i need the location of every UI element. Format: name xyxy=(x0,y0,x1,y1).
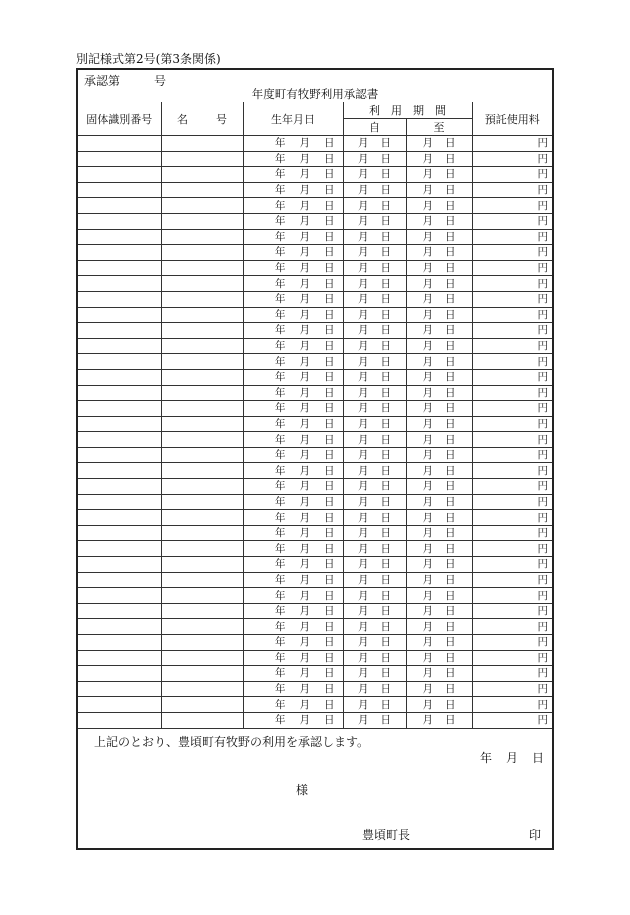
id-number-cell[interactable] xyxy=(78,650,161,666)
table-row xyxy=(78,619,552,635)
period-from-cell[interactable]: 月 日 xyxy=(343,198,406,214)
id-number-cell[interactable] xyxy=(78,276,161,292)
period-to-cell[interactable]: 月 日 xyxy=(406,260,472,276)
period-to-cell[interactable]: 月 日 xyxy=(406,307,472,323)
table-row xyxy=(78,494,552,510)
period-to-cell[interactable]: 月 日 xyxy=(406,338,472,354)
table-row xyxy=(78,338,552,354)
table-row xyxy=(78,510,552,526)
birth-date-cell[interactable]: 年 月 日 xyxy=(243,182,343,198)
id-number-cell[interactable] xyxy=(78,510,161,526)
fee-cell[interactable]: 円 xyxy=(472,666,552,682)
fee-cell[interactable]: 円 xyxy=(472,385,552,401)
fee-cell[interactable]: 円 xyxy=(472,463,552,479)
period-from-cell[interactable]: 月 日 xyxy=(343,182,406,198)
birth-date-cell[interactable]: 年 月 日 xyxy=(243,291,343,307)
table-row xyxy=(78,385,552,401)
name-cell[interactable] xyxy=(161,712,243,728)
table-row xyxy=(78,291,552,307)
table-row xyxy=(78,712,552,728)
birth-date-cell[interactable]: 年 月 日 xyxy=(243,541,343,557)
period-to-cell[interactable]: 月 日 xyxy=(406,136,472,152)
id-number-cell[interactable] xyxy=(78,136,161,152)
birth-date-cell[interactable]: 年 月 日 xyxy=(243,260,343,276)
table-row xyxy=(78,198,552,214)
birth-date-cell[interactable]: 年 月 日 xyxy=(243,385,343,401)
table-row xyxy=(78,447,552,463)
birth-date-cell[interactable]: 年 月 日 xyxy=(243,369,343,385)
fee-cell[interactable]: 円 xyxy=(472,510,552,526)
period-to-cell[interactable]: 月 日 xyxy=(406,557,472,573)
birth-date-cell[interactable]: 年 月 日 xyxy=(243,635,343,651)
fee-cell[interactable]: 円 xyxy=(472,681,552,697)
fee-cell[interactable]: 円 xyxy=(472,182,552,198)
fee-cell[interactable]: 円 xyxy=(472,307,552,323)
period-to-cell[interactable]: 月 日 xyxy=(406,603,472,619)
period-to-cell[interactable]: 月 日 xyxy=(406,167,472,183)
approval-statement: 上記のとおり、豊頃町有牧野の利用を承認します。 xyxy=(94,735,370,749)
period-to-cell[interactable]: 月 日 xyxy=(406,541,472,557)
approval-form xyxy=(76,68,554,850)
id-number-cell[interactable] xyxy=(78,198,161,214)
period-from-cell[interactable]: 月 日 xyxy=(343,697,406,713)
name-cell[interactable] xyxy=(161,541,243,557)
period-to-cell[interactable]: 月 日 xyxy=(406,416,472,432)
name-cell[interactable] xyxy=(161,182,243,198)
name-cell[interactable] xyxy=(161,666,243,682)
name-cell[interactable] xyxy=(161,588,243,604)
name-cell[interactable] xyxy=(161,291,243,307)
period-to-cell[interactable]: 月 日 xyxy=(406,323,472,339)
name-cell[interactable] xyxy=(161,260,243,276)
name-cell[interactable] xyxy=(161,635,243,651)
birth-date-cell[interactable]: 年 月 日 xyxy=(243,447,343,463)
name-cell[interactable] xyxy=(161,525,243,541)
period-from-cell[interactable]: 月 日 xyxy=(343,323,406,339)
period-from-cell[interactable]: 月 日 xyxy=(343,447,406,463)
period-from-cell[interactable]: 月 日 xyxy=(343,510,406,526)
fee-cell[interactable]: 円 xyxy=(472,136,552,152)
name-cell[interactable] xyxy=(161,385,243,401)
fee-cell[interactable]: 円 xyxy=(472,588,552,604)
birth-date-cell[interactable]: 年 月 日 xyxy=(243,276,343,292)
table-row xyxy=(78,276,552,292)
id-number-cell[interactable] xyxy=(78,681,161,697)
id-number-cell[interactable] xyxy=(78,525,161,541)
period-to-cell[interactable]: 月 日 xyxy=(406,182,472,198)
period-to-cell[interactable]: 月 日 xyxy=(406,369,472,385)
period-from-cell[interactable]: 月 日 xyxy=(343,416,406,432)
name-cell[interactable] xyxy=(161,401,243,417)
id-number-cell[interactable] xyxy=(78,619,161,635)
period-from-cell[interactable]: 月 日 xyxy=(343,557,406,573)
header-name-a: 名 xyxy=(177,112,188,126)
period-from-cell[interactable]: 月 日 xyxy=(343,136,406,152)
approval-number xyxy=(84,74,166,88)
fee-cell[interactable]: 円 xyxy=(472,525,552,541)
id-number-cell[interactable] xyxy=(78,541,161,557)
table-row xyxy=(78,479,552,495)
period-to-cell[interactable]: 月 日 xyxy=(406,463,472,479)
period-from-cell[interactable]: 月 日 xyxy=(343,619,406,635)
table-row xyxy=(78,541,552,557)
signer: 豊頃町長 xyxy=(362,828,411,842)
seal-mark: 印 xyxy=(529,828,542,842)
fee-cell[interactable]: 円 xyxy=(472,245,552,261)
table-row xyxy=(78,666,552,682)
id-number-cell[interactable] xyxy=(78,697,161,713)
period-from-cell[interactable]: 月 日 xyxy=(343,338,406,354)
table-row xyxy=(78,635,552,651)
period-to-cell[interactable]: 月 日 xyxy=(406,666,472,682)
name-cell[interactable] xyxy=(161,510,243,526)
name-cell[interactable] xyxy=(161,572,243,588)
period-from-cell[interactable]: 月 日 xyxy=(343,494,406,510)
approval-prefix: 承認第 xyxy=(84,74,121,88)
id-number-cell[interactable] xyxy=(78,151,161,167)
birth-date-cell[interactable]: 年 月 日 xyxy=(243,666,343,682)
birth-date-cell[interactable]: 年 月 日 xyxy=(243,307,343,323)
fee-cell[interactable]: 円 xyxy=(472,541,552,557)
period-from-cell[interactable]: 月 日 xyxy=(343,603,406,619)
name-cell[interactable] xyxy=(161,354,243,370)
birth-date-cell[interactable]: 年 月 日 xyxy=(243,712,343,728)
period-to-cell[interactable]: 月 日 xyxy=(406,681,472,697)
id-number-cell[interactable] xyxy=(78,260,161,276)
id-number-cell[interactable] xyxy=(78,494,161,510)
id-number-cell[interactable] xyxy=(78,229,161,245)
name-cell[interactable] xyxy=(161,307,243,323)
fee-cell[interactable]: 円 xyxy=(472,635,552,651)
id-number-cell[interactable] xyxy=(78,479,161,495)
name-cell[interactable] xyxy=(161,136,243,152)
birth-date-cell[interactable]: 年 月 日 xyxy=(243,619,343,635)
fee-cell[interactable]: 円 xyxy=(472,697,552,713)
name-cell[interactable] xyxy=(161,681,243,697)
fee-cell[interactable]: 円 xyxy=(472,276,552,292)
table-row xyxy=(78,557,552,573)
table-row xyxy=(78,245,552,261)
fee-cell[interactable]: 円 xyxy=(472,447,552,463)
id-number-cell[interactable] xyxy=(78,369,161,385)
date-month: 月 xyxy=(505,751,518,765)
name-cell[interactable] xyxy=(161,432,243,448)
period-from-cell[interactable]: 月 日 xyxy=(343,229,406,245)
id-number-cell[interactable] xyxy=(78,463,161,479)
period-from-cell[interactable]: 月 日 xyxy=(343,479,406,495)
header-from: 自 xyxy=(343,119,406,136)
name-cell[interactable] xyxy=(161,338,243,354)
table-row xyxy=(78,151,552,167)
fee-cell[interactable]: 円 xyxy=(472,479,552,495)
fee-cell[interactable]: 円 xyxy=(472,260,552,276)
table-row xyxy=(78,416,552,432)
id-number-cell[interactable] xyxy=(78,245,161,261)
header-birth-date: 生年月日 xyxy=(243,102,343,136)
period-from-cell[interactable]: 月 日 xyxy=(343,463,406,479)
fee-cell[interactable]: 円 xyxy=(472,369,552,385)
period-to-cell[interactable]: 月 日 xyxy=(406,494,472,510)
period-to-cell[interactable]: 月 日 xyxy=(406,213,472,229)
table-row xyxy=(78,588,552,604)
period-to-cell[interactable]: 月 日 xyxy=(406,354,472,370)
fee-cell[interactable]: 円 xyxy=(472,494,552,510)
name-cell[interactable] xyxy=(161,557,243,573)
fee-cell[interactable]: 円 xyxy=(472,354,552,370)
name-cell[interactable] xyxy=(161,447,243,463)
birth-date-cell[interactable]: 年 月 日 xyxy=(243,245,343,261)
name-cell[interactable] xyxy=(161,650,243,666)
name-cell[interactable] xyxy=(161,151,243,167)
fee-cell[interactable]: 円 xyxy=(472,603,552,619)
period-to-cell[interactable]: 月 日 xyxy=(406,712,472,728)
id-number-cell[interactable] xyxy=(78,182,161,198)
period-from-cell[interactable]: 月 日 xyxy=(343,681,406,697)
name-cell[interactable] xyxy=(161,276,243,292)
name-cell[interactable] xyxy=(161,463,243,479)
birth-date-cell[interactable]: 年 月 日 xyxy=(243,354,343,370)
fee-cell[interactable]: 円 xyxy=(472,416,552,432)
period-from-cell[interactable]: 月 日 xyxy=(343,307,406,323)
fee-cell[interactable]: 円 xyxy=(472,198,552,214)
fee-cell[interactable]: 円 xyxy=(472,167,552,183)
name-cell[interactable] xyxy=(161,198,243,214)
header-usage-period: 利 用 期 間 xyxy=(343,102,472,119)
period-to-cell[interactable]: 月 日 xyxy=(406,291,472,307)
period-from-cell[interactable]: 月 日 xyxy=(343,151,406,167)
approval-date xyxy=(480,751,544,765)
table-row xyxy=(78,603,552,619)
period-from-cell[interactable]: 月 日 xyxy=(343,260,406,276)
birth-date-cell[interactable]: 年 月 日 xyxy=(243,697,343,713)
table-row xyxy=(78,323,552,339)
birth-date-cell[interactable]: 年 月 日 xyxy=(243,229,343,245)
table-row xyxy=(78,697,552,713)
period-to-cell[interactable]: 月 日 xyxy=(406,650,472,666)
approval-suffix: 号 xyxy=(154,74,167,88)
fee-cell[interactable]: 円 xyxy=(472,213,552,229)
period-from-cell[interactable]: 月 日 xyxy=(343,635,406,651)
fee-cell[interactable]: 円 xyxy=(472,323,552,339)
period-to-cell[interactable]: 月 日 xyxy=(406,276,472,292)
birth-date-cell[interactable]: 年 月 日 xyxy=(243,213,343,229)
id-number-cell[interactable] xyxy=(78,416,161,432)
fee-cell[interactable]: 円 xyxy=(472,229,552,245)
fee-cell[interactable]: 円 xyxy=(472,291,552,307)
fee-cell[interactable]: 円 xyxy=(472,650,552,666)
birth-date-cell[interactable]: 年 月 日 xyxy=(243,338,343,354)
fee-cell[interactable]: 円 xyxy=(472,572,552,588)
id-number-cell[interactable] xyxy=(78,603,161,619)
id-number-cell[interactable] xyxy=(78,401,161,417)
name-cell[interactable] xyxy=(161,213,243,229)
header-name-b: 号 xyxy=(216,112,227,126)
table-row xyxy=(78,182,552,198)
table-row xyxy=(78,354,552,370)
period-from-cell[interactable]: 月 日 xyxy=(343,276,406,292)
id-number-cell[interactable] xyxy=(78,307,161,323)
birth-date-cell[interactable]: 年 月 日 xyxy=(243,681,343,697)
table-row xyxy=(78,681,552,697)
birth-date-cell[interactable]: 年 月 日 xyxy=(243,572,343,588)
id-number-cell[interactable] xyxy=(78,213,161,229)
period-to-cell[interactable]: 月 日 xyxy=(406,245,472,261)
period-from-cell[interactable]: 月 日 xyxy=(343,291,406,307)
period-from-cell[interactable]: 月 日 xyxy=(343,588,406,604)
table-row xyxy=(78,525,552,541)
period-to-cell[interactable]: 月 日 xyxy=(406,401,472,417)
id-number-cell[interactable] xyxy=(78,338,161,354)
period-to-cell[interactable]: 月 日 xyxy=(406,198,472,214)
id-number-cell[interactable] xyxy=(78,447,161,463)
id-number-cell[interactable] xyxy=(78,712,161,728)
birth-date-cell[interactable]: 年 月 日 xyxy=(243,510,343,526)
fee-cell[interactable]: 円 xyxy=(472,338,552,354)
birth-date-cell[interactable]: 年 月 日 xyxy=(243,557,343,573)
birth-date-cell[interactable]: 年 月 日 xyxy=(243,525,343,541)
document-title: 年度町有牧野利用承認書 xyxy=(251,87,379,101)
id-number-cell[interactable] xyxy=(78,432,161,448)
name-cell[interactable] xyxy=(161,245,243,261)
period-from-cell[interactable]: 月 日 xyxy=(343,572,406,588)
birth-date-cell[interactable]: 年 月 日 xyxy=(243,401,343,417)
period-to-cell[interactable]: 月 日 xyxy=(406,588,472,604)
id-number-cell[interactable] xyxy=(78,291,161,307)
table-row xyxy=(78,213,552,229)
period-to-cell[interactable]: 月 日 xyxy=(406,385,472,401)
livestock-table xyxy=(78,102,552,729)
table-row xyxy=(78,136,552,152)
birth-date-cell[interactable]: 年 月 日 xyxy=(243,198,343,214)
name-cell[interactable] xyxy=(161,697,243,713)
period-from-cell[interactable]: 月 日 xyxy=(343,541,406,557)
period-to-cell[interactable]: 月 日 xyxy=(406,635,472,651)
period-from-cell[interactable]: 月 日 xyxy=(343,712,406,728)
id-number-cell[interactable] xyxy=(78,635,161,651)
fee-cell[interactable]: 円 xyxy=(472,151,552,167)
period-to-cell[interactable]: 月 日 xyxy=(406,447,472,463)
period-from-cell[interactable]: 月 日 xyxy=(343,385,406,401)
birth-date-cell[interactable]: 年 月 日 xyxy=(243,167,343,183)
name-cell[interactable] xyxy=(161,619,243,635)
period-from-cell[interactable]: 月 日 xyxy=(343,245,406,261)
birth-date-cell[interactable]: 年 月 日 xyxy=(243,479,343,495)
period-from-cell[interactable]: 月 日 xyxy=(343,432,406,448)
fee-cell[interactable]: 円 xyxy=(472,432,552,448)
name-cell[interactable] xyxy=(161,369,243,385)
period-from-cell[interactable]: 月 日 xyxy=(343,525,406,541)
birth-date-cell[interactable]: 年 月 日 xyxy=(243,494,343,510)
table-row xyxy=(78,167,552,183)
addressee: 様 xyxy=(296,783,309,797)
name-cell[interactable] xyxy=(161,603,243,619)
table-row xyxy=(78,572,552,588)
period-from-cell[interactable]: 月 日 xyxy=(343,666,406,682)
table-row xyxy=(78,463,552,479)
id-number-cell[interactable] xyxy=(78,323,161,339)
name-cell[interactable] xyxy=(161,479,243,495)
period-to-cell[interactable]: 月 日 xyxy=(406,697,472,713)
period-to-cell[interactable]: 月 日 xyxy=(406,432,472,448)
fee-cell[interactable]: 円 xyxy=(472,401,552,417)
period-to-cell[interactable]: 月 日 xyxy=(406,619,472,635)
id-number-cell[interactable] xyxy=(78,354,161,370)
name-cell[interactable] xyxy=(161,167,243,183)
table-row xyxy=(78,432,552,448)
header-fee: 預託使用料 xyxy=(472,102,552,136)
name-cell[interactable] xyxy=(161,229,243,245)
birth-date-cell[interactable]: 年 月 日 xyxy=(243,603,343,619)
name-cell[interactable] xyxy=(161,494,243,510)
period-to-cell[interactable]: 月 日 xyxy=(406,479,472,495)
birth-date-cell[interactable]: 年 月 日 xyxy=(243,650,343,666)
period-from-cell[interactable]: 月 日 xyxy=(343,354,406,370)
date-day: 日 xyxy=(531,751,544,765)
form-caption: 別記様式第2号(第3条関係) xyxy=(76,52,221,66)
period-from-cell[interactable]: 月 日 xyxy=(343,401,406,417)
id-number-cell[interactable] xyxy=(78,588,161,604)
period-from-cell[interactable]: 月 日 xyxy=(343,213,406,229)
period-to-cell[interactable]: 月 日 xyxy=(406,229,472,245)
id-number-cell[interactable] xyxy=(78,557,161,573)
birth-date-cell[interactable]: 年 月 日 xyxy=(243,416,343,432)
birth-date-cell[interactable]: 年 月 日 xyxy=(243,463,343,479)
birth-date-cell[interactable]: 年 月 日 xyxy=(243,432,343,448)
period-from-cell[interactable]: 月 日 xyxy=(343,369,406,385)
fee-cell[interactable]: 円 xyxy=(472,619,552,635)
header-name xyxy=(161,102,243,136)
table-row xyxy=(78,401,552,417)
period-from-cell[interactable]: 月 日 xyxy=(343,650,406,666)
fee-cell[interactable]: 円 xyxy=(472,712,552,728)
period-to-cell[interactable]: 月 日 xyxy=(406,525,472,541)
period-to-cell[interactable]: 月 日 xyxy=(406,510,472,526)
id-number-cell[interactable] xyxy=(78,666,161,682)
header-id-number: 固体識別番号 xyxy=(78,102,161,136)
table-row xyxy=(78,650,552,666)
name-cell[interactable] xyxy=(161,416,243,432)
period-to-cell[interactable]: 月 日 xyxy=(406,572,472,588)
birth-date-cell[interactable]: 年 月 日 xyxy=(243,136,343,152)
table-row xyxy=(78,369,552,385)
period-to-cell[interactable]: 月 日 xyxy=(406,151,472,167)
fee-cell[interactable]: 円 xyxy=(472,557,552,573)
id-number-cell[interactable] xyxy=(78,385,161,401)
birth-date-cell[interactable]: 年 月 日 xyxy=(243,323,343,339)
period-from-cell[interactable]: 月 日 xyxy=(343,167,406,183)
name-cell[interactable] xyxy=(161,323,243,339)
table-row xyxy=(78,307,552,323)
birth-date-cell[interactable]: 年 月 日 xyxy=(243,588,343,604)
id-number-cell[interactable] xyxy=(78,167,161,183)
birth-date-cell[interactable]: 年 月 日 xyxy=(243,151,343,167)
table-row xyxy=(78,229,552,245)
header-to: 至 xyxy=(406,119,472,136)
table-row xyxy=(78,260,552,276)
id-number-cell[interactable] xyxy=(78,572,161,588)
date-year: 年 xyxy=(479,751,492,765)
